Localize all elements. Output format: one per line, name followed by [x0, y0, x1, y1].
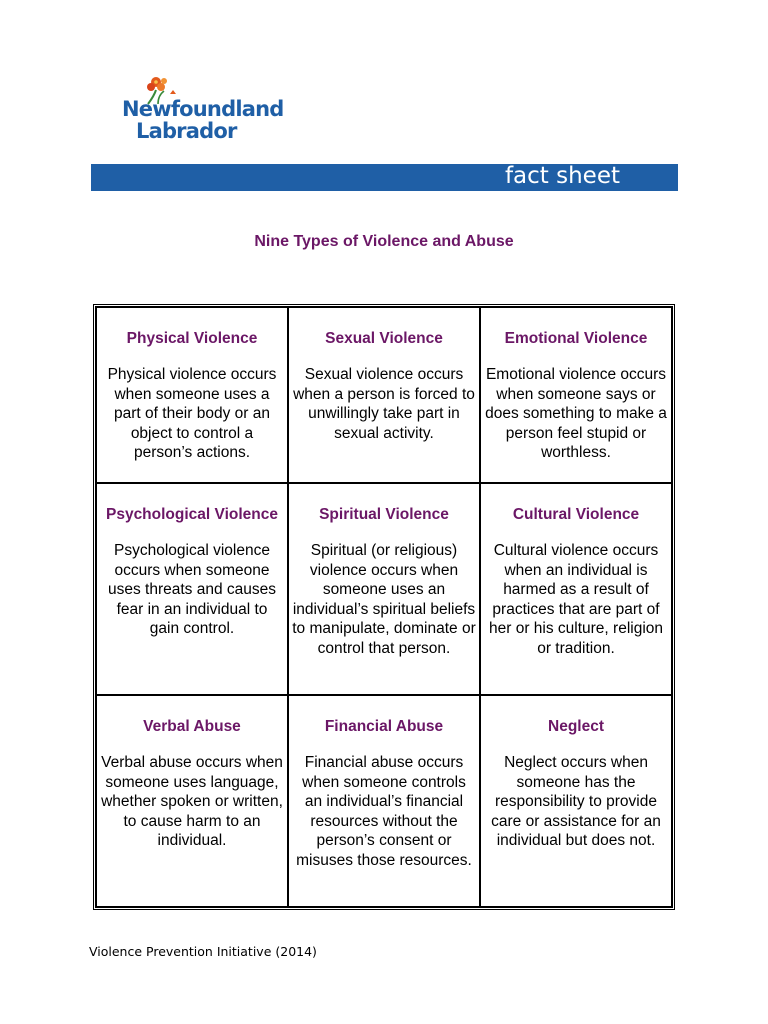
- page-title: Nine Types of Violence and Abuse: [254, 233, 514, 250]
- table-cell: [480, 695, 672, 907]
- fact-sheet-banner: [91, 164, 678, 191]
- table-cell: [96, 307, 288, 483]
- cell-title: Neglect: [548, 718, 604, 735]
- table-cell: [96, 483, 288, 695]
- table-cell: [480, 483, 672, 695]
- cell-body: Cultural violence occurs when an individual is harmed as a result of practices that are part of her or his culture, religion or tradition.: [488, 542, 664, 657]
- banner-label: fact sheet: [504, 163, 620, 189]
- table-cell: [96, 695, 288, 907]
- table-cell: [480, 307, 672, 483]
- cell-body: Sexual violence occurs when a person is forced to unwillingly take part in sexual activity.: [293, 366, 475, 442]
- cell-body: Emotional violence occurs when someone says or does something to make a person feel stupid or worthless.: [485, 366, 667, 461]
- cell-title: Verbal Abuse: [143, 718, 241, 735]
- cell-title: Emotional Violence: [504, 330, 648, 347]
- violence-types-table: [95, 306, 673, 908]
- logo-line-newfoundland: Newfoundland: [122, 97, 284, 121]
- cell-body: Financial abuse occurs when someone controls an individual’s financial resources without the person’s consent or misuses those resources.: [296, 754, 472, 869]
- cell-title: Physical Violence: [126, 330, 258, 347]
- table-cell: [288, 307, 480, 483]
- table-row: [96, 695, 672, 907]
- logo-line-labrador: Labrador: [136, 119, 237, 143]
- government-logo: [122, 74, 284, 148]
- cell-title: Psychological Violence: [105, 506, 278, 523]
- table-cell: [288, 695, 480, 907]
- table-row: [96, 307, 672, 483]
- table-row: [96, 483, 672, 695]
- cell-body: Physical violence occurs when someone uses a part of their body or an object to control a person’s actions.: [107, 366, 277, 461]
- cell-title: Cultural Violence: [512, 506, 640, 523]
- cell-body: Spiritual (or religious) violence occurs when someone uses an individual’s spiritual beliefs to manipulate, dominate or control that person.: [292, 542, 476, 657]
- cell-body: Neglect occurs when someone has the responsibility to provide care or assistance for an individual but does not.: [491, 754, 661, 849]
- cell-body: Psychological violence occurs when someone uses threats and causes fear in an individual to gain control.: [107, 542, 277, 637]
- footer-citation: Violence Prevention Initiative (2014): [89, 944, 317, 959]
- cell-title: Sexual Violence: [325, 330, 443, 347]
- cell-body: Verbal abuse occurs when someone uses language, whether spoken or written, to cause harm to an individual.: [101, 754, 283, 849]
- cell-title: Spiritual Violence: [319, 506, 449, 523]
- cell-title: Financial Abuse: [324, 718, 444, 735]
- table-cell: [288, 483, 480, 695]
